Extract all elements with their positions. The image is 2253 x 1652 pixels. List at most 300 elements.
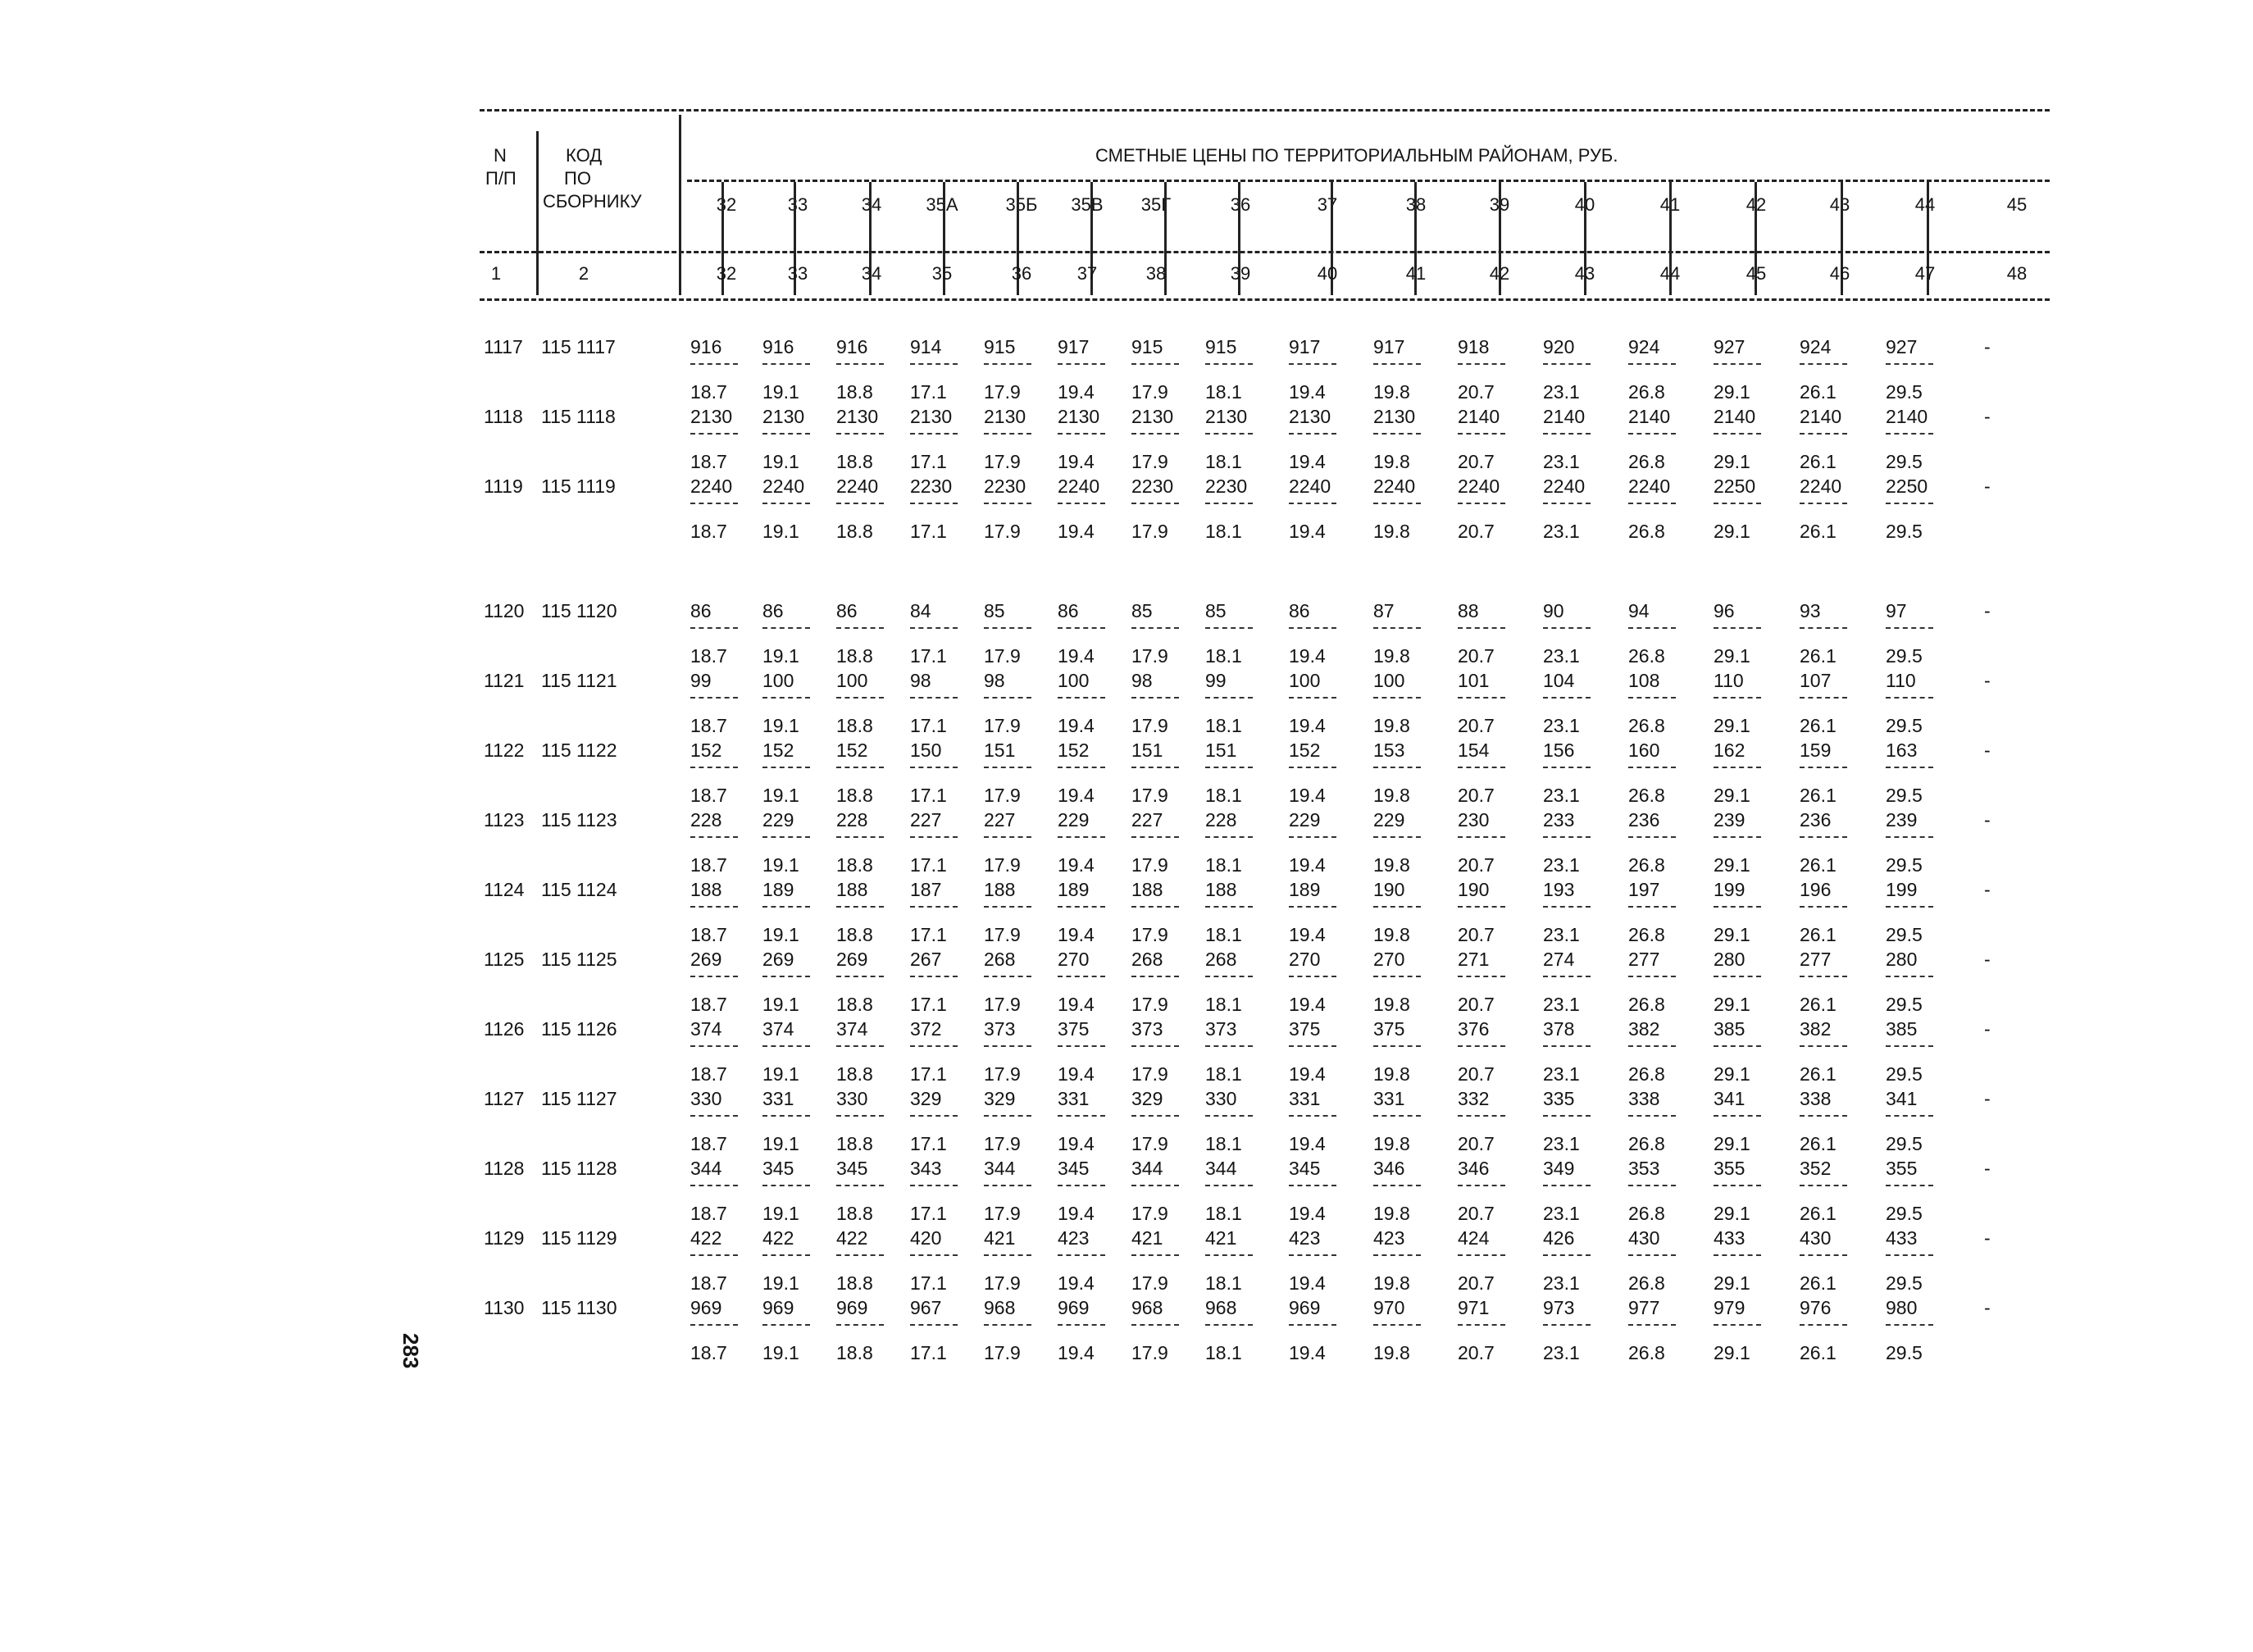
coefficient-value: 17.1 [910, 1342, 947, 1363]
fraction-line [910, 503, 958, 504]
coefficient-value: 18.8 [836, 1272, 873, 1294]
fraction-line [1714, 1324, 1761, 1326]
fraction-line [1800, 1254, 1847, 1256]
row-code: 115 1127 [541, 1088, 617, 1109]
price-value: 236 [1628, 809, 1660, 831]
price-value: 96 [1714, 600, 1735, 621]
header-n-label: N [494, 145, 507, 166]
price-value: 2240 [690, 476, 733, 497]
fraction-line [762, 697, 810, 699]
fraction-line [1373, 503, 1421, 504]
price-value: 90 [1543, 600, 1564, 621]
coefficient-value: 18.1 [1205, 994, 1242, 1015]
coefficient-value: 20.7 [1458, 854, 1495, 876]
coefficient-value: 18.7 [690, 645, 727, 667]
price-value: 344 [1205, 1158, 1237, 1179]
coefficient-value: 20.7 [1458, 451, 1495, 472]
row-number: 1123 [484, 809, 525, 831]
price-value: 229 [762, 809, 794, 831]
price-value: 239 [1886, 809, 1918, 831]
coefficient-value: 29.1 [1714, 924, 1750, 945]
coefficient-value: 26.1 [1800, 1272, 1837, 1294]
price-value: 969 [762, 1297, 794, 1318]
row-code: 115 1125 [541, 949, 617, 970]
coefficient-value: 17.1 [910, 521, 947, 542]
fraction-line [1058, 836, 1105, 838]
price-value: 330 [836, 1088, 868, 1109]
district-label: 32 [716, 194, 737, 215]
price-value: 355 [1886, 1158, 1918, 1179]
price-value: 330 [1205, 1088, 1237, 1109]
price-value: 152 [690, 740, 722, 761]
price-value: 151 [984, 740, 1016, 761]
price-value: 2130 [1205, 406, 1248, 427]
price-value: 970 [1373, 1297, 1405, 1318]
coefficient-value: 18.1 [1205, 1342, 1242, 1363]
row-end-dash: - [1984, 670, 1991, 691]
fraction-line [1800, 1115, 1847, 1117]
price-value: 2240 [836, 476, 879, 497]
price-value: 927 [1714, 336, 1746, 357]
fraction-line [762, 836, 810, 838]
price-value: 920 [1543, 336, 1575, 357]
row-end-dash: - [1984, 600, 1991, 621]
coefficient-value: 18.8 [836, 1063, 873, 1085]
coefficient-value: 19.8 [1373, 645, 1410, 667]
fraction-line [1289, 1045, 1336, 1047]
coefficient-value: 26.1 [1800, 521, 1837, 542]
fraction-line [1800, 433, 1847, 435]
fraction-line [910, 1045, 958, 1047]
coefficient-value: 20.7 [1458, 1203, 1495, 1224]
district-label: 35В [1071, 194, 1104, 215]
coefficient-value: 23.1 [1543, 1203, 1580, 1224]
row-code: 115 1128 [541, 1158, 617, 1179]
price-value: 373 [984, 1018, 1016, 1040]
district-label: 39 [1489, 194, 1510, 215]
coefficient-value: 18.1 [1205, 924, 1242, 945]
district-label: 36 [1230, 194, 1251, 215]
price-value: 426 [1543, 1227, 1575, 1249]
price-value: 270 [1373, 949, 1405, 970]
fraction-line [1800, 363, 1847, 365]
fraction-line [1373, 836, 1421, 838]
fraction-line [1131, 767, 1179, 768]
coefficient-value: 29.1 [1714, 1063, 1750, 1085]
price-value: 330 [690, 1088, 722, 1109]
price-value: 85 [984, 600, 1005, 621]
price-value: 329 [910, 1088, 942, 1109]
price-value: 269 [762, 949, 794, 970]
coefficient-value: 18.7 [690, 1342, 727, 1363]
price-value: 2250 [1714, 476, 1756, 497]
column-number: 43 [1574, 263, 1595, 284]
fraction-line [836, 906, 884, 908]
fraction-line [1458, 836, 1505, 838]
price-value: 85 [1131, 600, 1153, 621]
coefficient-value: 17.9 [984, 1272, 1021, 1294]
price-value: 349 [1543, 1158, 1575, 1179]
coefficient-value: 19.4 [1058, 521, 1095, 542]
price-value: 2130 [984, 406, 1026, 427]
price-value: 189 [762, 879, 794, 900]
fraction-line [1800, 627, 1847, 629]
fraction-line [1714, 1185, 1761, 1186]
fraction-line [910, 767, 958, 768]
fraction-line [1628, 1254, 1676, 1256]
coefficient-value: 29.5 [1886, 715, 1923, 736]
coefficient-value: 19.1 [762, 381, 799, 403]
fraction-line [1714, 1254, 1761, 1256]
price-value: 338 [1800, 1088, 1832, 1109]
price-value: 189 [1289, 879, 1321, 900]
price-value: 2140 [1628, 406, 1671, 427]
fraction-line [1205, 1115, 1253, 1117]
fraction-line [1458, 1185, 1505, 1186]
price-value: 236 [1800, 809, 1832, 831]
fraction-line [1543, 697, 1591, 699]
coefficient-value: 18.1 [1205, 1063, 1242, 1085]
price-value: 152 [1289, 740, 1321, 761]
coefficient-value: 29.5 [1886, 645, 1923, 667]
fraction-line [1800, 1045, 1847, 1047]
fraction-line [1058, 1045, 1105, 1047]
fraction-line [1458, 976, 1505, 977]
price-value: 110 [1714, 670, 1744, 691]
coefficient-value: 17.1 [910, 1063, 947, 1085]
price-value: 2130 [910, 406, 953, 427]
price-value: 152 [836, 740, 868, 761]
price-value: 94 [1628, 600, 1650, 621]
price-value: 375 [1373, 1018, 1405, 1040]
fraction-line [762, 503, 810, 504]
fraction-line [762, 363, 810, 365]
fraction-line [1800, 836, 1847, 838]
coefficient-value: 17.1 [910, 715, 947, 736]
row-number: 1122 [484, 740, 525, 761]
fraction-line [1205, 906, 1253, 908]
fraction-line [1800, 1324, 1847, 1326]
fraction-line [1886, 906, 1933, 908]
price-value: 199 [1886, 879, 1918, 900]
fraction-line [910, 627, 958, 629]
fraction-line [1289, 363, 1336, 365]
price-value: 2230 [1131, 476, 1174, 497]
coefficient-value: 26.1 [1800, 1203, 1837, 1224]
coefficient-value: 26.1 [1800, 381, 1837, 403]
price-value: 374 [690, 1018, 722, 1040]
coefficient-value: 26.8 [1628, 715, 1665, 736]
coefficient-value: 26.1 [1800, 1342, 1837, 1363]
fraction-line [1628, 1324, 1676, 1326]
price-value: 100 [762, 670, 794, 691]
fraction-line [1458, 1254, 1505, 1256]
coefficient-value: 19.4 [1058, 924, 1095, 945]
price-value: 338 [1628, 1088, 1660, 1109]
coefficient-value: 26.8 [1628, 994, 1665, 1015]
coefficient-value: 29.5 [1886, 1272, 1923, 1294]
price-value: 385 [1714, 1018, 1746, 1040]
row-code: 115 1122 [541, 740, 617, 761]
coefficient-value: 23.1 [1543, 521, 1580, 542]
price-value: 227 [1131, 809, 1163, 831]
coefficient-value: 26.8 [1628, 1342, 1665, 1363]
row-number: 1125 [484, 949, 525, 970]
coefficient-value: 19.8 [1373, 381, 1410, 403]
price-value: 151 [1131, 740, 1163, 761]
coefficient-value: 19.1 [762, 1272, 799, 1294]
fraction-line [1886, 1324, 1933, 1326]
price-value: 239 [1714, 809, 1746, 831]
row-code: 115 1119 [541, 476, 616, 497]
price-value: 2130 [1289, 406, 1331, 427]
fraction-line [1543, 1045, 1591, 1047]
price-value: 160 [1628, 740, 1660, 761]
row-end-dash: - [1984, 336, 1991, 357]
fraction-line [1373, 433, 1421, 435]
price-value: 86 [690, 600, 712, 621]
fraction-line [1886, 1254, 1933, 1256]
price-value: 331 [1289, 1088, 1321, 1109]
price-value: 199 [1714, 879, 1746, 900]
fraction-line [1714, 433, 1761, 435]
fraction-line [1886, 836, 1933, 838]
fraction-line [1289, 1324, 1336, 1326]
fraction-line [762, 1254, 810, 1256]
coefficient-value: 17.1 [910, 994, 947, 1015]
price-value: 270 [1289, 949, 1321, 970]
coefficient-value: 18.1 [1205, 451, 1242, 472]
price-value: 110 [1886, 670, 1916, 691]
coefficient-value: 26.1 [1800, 924, 1837, 945]
price-value: 100 [836, 670, 868, 691]
price-value: 277 [1800, 949, 1832, 970]
fraction-line [910, 433, 958, 435]
header-pp-label: П/П [485, 168, 517, 189]
coefficient-value: 19.8 [1373, 1063, 1410, 1085]
price-value: 152 [1058, 740, 1090, 761]
coefficient-value: 18.8 [836, 785, 873, 806]
coefficient-value: 19.4 [1058, 451, 1095, 472]
fraction-line [1714, 1115, 1761, 1117]
row-code: 115 1124 [541, 879, 617, 900]
coefficient-value: 17.1 [910, 1272, 947, 1294]
coefficient-value: 19.1 [762, 715, 799, 736]
fraction-line [1289, 433, 1336, 435]
coefficient-value: 18.1 [1205, 381, 1242, 403]
coefficient-value: 29.1 [1714, 1272, 1750, 1294]
row-number: 1121 [484, 670, 525, 691]
row-number: 1117 [484, 336, 523, 357]
fraction-line [1800, 906, 1847, 908]
fraction-line [984, 1254, 1031, 1256]
fraction-line [1131, 1254, 1179, 1256]
coefficient-value: 17.9 [984, 1133, 1021, 1154]
fraction-line [984, 627, 1031, 629]
fraction-line [1058, 767, 1105, 768]
fraction-line [1058, 363, 1105, 365]
price-value: 374 [762, 1018, 794, 1040]
coefficient-value: 19.4 [1289, 1272, 1326, 1294]
fraction-line [1058, 906, 1105, 908]
fraction-line [1289, 1115, 1336, 1117]
coefficient-value: 17.9 [984, 854, 1021, 876]
coefficient-value: 23.1 [1543, 1063, 1580, 1085]
row-end-dash: - [1984, 879, 1991, 900]
price-value: 188 [690, 879, 722, 900]
row-code: 115 1121 [541, 670, 617, 691]
coefficient-value: 17.1 [910, 924, 947, 945]
price-value: 227 [984, 809, 1016, 831]
fraction-line [984, 363, 1031, 365]
fraction-line [762, 1185, 810, 1186]
price-value: 156 [1543, 740, 1575, 761]
row-number: 1124 [484, 879, 525, 900]
fraction-line [1543, 836, 1591, 838]
fraction-line [1543, 976, 1591, 977]
price-value: 269 [836, 949, 868, 970]
coefficient-value: 19.8 [1373, 854, 1410, 876]
fraction-line [1373, 363, 1421, 365]
price-value: 373 [1205, 1018, 1237, 1040]
row-end-dash: - [1984, 1227, 1991, 1249]
fraction-line [690, 836, 738, 838]
district-label: 44 [1914, 194, 1936, 215]
price-value: 329 [984, 1088, 1016, 1109]
price-value: 2140 [1543, 406, 1586, 427]
fraction-line [1543, 1254, 1591, 1256]
price-value: 335 [1543, 1088, 1575, 1109]
price-value: 2130 [690, 406, 733, 427]
coefficient-value: 18.1 [1205, 1203, 1242, 1224]
price-value: 2130 [762, 406, 805, 427]
fraction-line [1373, 697, 1421, 699]
price-value: 187 [910, 879, 942, 900]
fraction-line [1131, 697, 1179, 699]
coefficient-value: 19.4 [1058, 715, 1095, 736]
coefficient-value: 18.8 [836, 1342, 873, 1363]
fraction-line [1058, 697, 1105, 699]
price-value: 271 [1458, 949, 1490, 970]
fraction-line [1205, 697, 1253, 699]
price-value: 99 [690, 670, 712, 691]
fraction-line [1886, 363, 1933, 365]
price-value: 927 [1886, 336, 1918, 357]
price-value: 345 [1289, 1158, 1321, 1179]
price-value: 329 [1131, 1088, 1163, 1109]
fraction-line [1886, 1115, 1933, 1117]
coefficient-value: 19.1 [762, 645, 799, 667]
fraction-line [1205, 1045, 1253, 1047]
fraction-line [1543, 503, 1591, 504]
coefficient-value: 23.1 [1543, 994, 1580, 1015]
row-code: 115 1123 [541, 809, 617, 831]
price-value: 421 [1205, 1227, 1237, 1249]
district-label: 40 [1574, 194, 1595, 215]
coefficient-value: 23.1 [1543, 1133, 1580, 1154]
coefficient-value: 19.4 [1289, 994, 1326, 1015]
coefficient-value: 17.9 [984, 715, 1021, 736]
fraction-line [1628, 363, 1676, 365]
price-value: 163 [1886, 740, 1918, 761]
price-value: 190 [1373, 879, 1405, 900]
coefficient-value: 17.9 [1131, 1133, 1168, 1154]
coefficient-value: 26.8 [1628, 645, 1665, 667]
price-value: 268 [1205, 949, 1237, 970]
column-number: 48 [2006, 263, 2028, 284]
coefficient-value: 19.8 [1373, 1342, 1410, 1363]
fraction-line [1205, 976, 1253, 977]
price-value: 233 [1543, 809, 1575, 831]
fraction-line [1714, 906, 1761, 908]
fraction-line [690, 1115, 738, 1117]
row-code: 115 1129 [541, 1227, 617, 1249]
fraction-line [690, 1045, 738, 1047]
price-value: 433 [1714, 1227, 1746, 1249]
price-value: 345 [762, 1158, 794, 1179]
price-value: 229 [1058, 809, 1090, 831]
coefficient-value: 29.5 [1886, 785, 1923, 806]
price-value: 280 [1714, 949, 1746, 970]
coefficient-value: 17.9 [984, 1342, 1021, 1363]
fraction-line [1628, 767, 1676, 768]
coefficient-value: 17.9 [984, 924, 1021, 945]
fraction-line [1458, 767, 1505, 768]
price-value: 280 [1886, 949, 1918, 970]
fraction-line [910, 1324, 958, 1326]
coefficient-value: 26.8 [1628, 924, 1665, 945]
row-code: 115 1118 [541, 406, 616, 427]
price-value: 423 [1289, 1227, 1321, 1249]
coefficient-value: 29.5 [1886, 994, 1923, 1015]
coefficient-value: 19.1 [762, 924, 799, 945]
price-value: 101 [1458, 670, 1490, 691]
price-value: 86 [836, 600, 858, 621]
fraction-line [1289, 767, 1336, 768]
fraction-line [984, 836, 1031, 838]
price-value: 915 [984, 336, 1016, 357]
fraction-line [984, 1324, 1031, 1326]
fraction-line [1131, 363, 1179, 365]
price-value: 267 [910, 949, 942, 970]
coefficient-value: 29.5 [1886, 1133, 1923, 1154]
coefficient-value: 18.8 [836, 994, 873, 1015]
price-value: 150 [910, 740, 942, 761]
price-value: 277 [1628, 949, 1660, 970]
fraction-line [1205, 627, 1253, 629]
price-value: 188 [1205, 879, 1237, 900]
price-value: 2230 [910, 476, 953, 497]
fraction-line [1058, 433, 1105, 435]
price-value: 229 [1289, 809, 1321, 831]
coefficient-value: 19.1 [762, 1063, 799, 1085]
fraction-line [836, 976, 884, 977]
fraction-line [1058, 1324, 1105, 1326]
row-number: 1128 [484, 1158, 525, 1179]
fraction-line [1800, 503, 1847, 504]
price-value: 104 [1543, 670, 1575, 691]
coefficient-value: 19.8 [1373, 1272, 1410, 1294]
fraction-line [1628, 1115, 1676, 1117]
price-value: 151 [1205, 740, 1237, 761]
coefficient-value: 23.1 [1543, 924, 1580, 945]
district-label: 35Б [1005, 194, 1038, 215]
price-value: 424 [1458, 1227, 1490, 1249]
coefficient-value: 17.9 [984, 521, 1021, 542]
price-value: 969 [1058, 1297, 1090, 1318]
coefficient-value: 19.4 [1289, 924, 1326, 945]
price-value: 341 [1714, 1088, 1746, 1109]
